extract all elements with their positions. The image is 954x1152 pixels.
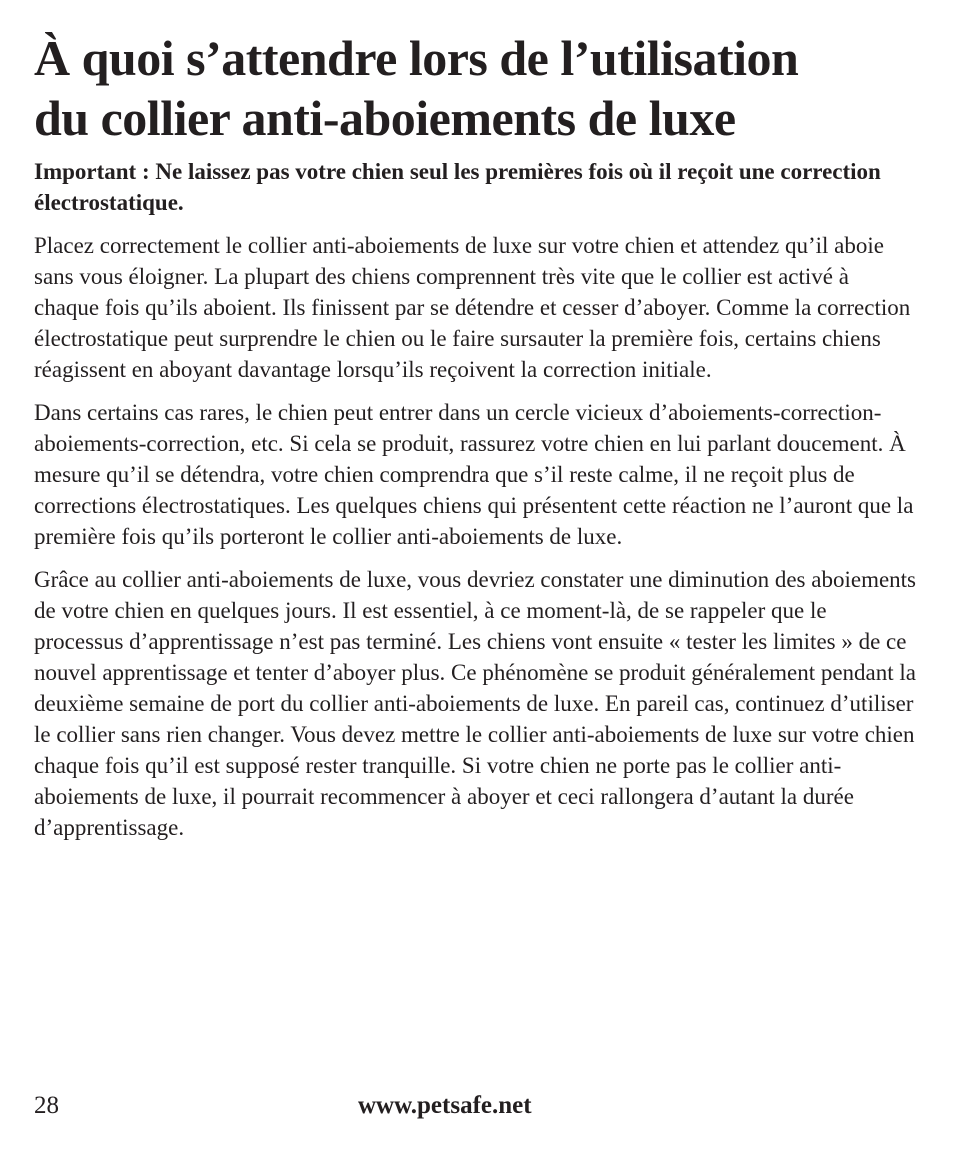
page-number: 28 (34, 1092, 59, 1119)
page-title-line-2: du collier anti-aboiements de luxe (34, 90, 736, 146)
page-content (34, 28, 918, 843)
page-title (34, 28, 918, 148)
paragraph-1: Placez correctement le collier anti-aboiements de luxe sur votre chien et attendez qu’il aboie sans vous éloigner. La plupart des chiens comprennent très vite que le collier est activé à chaque fois qu’ils aboient. Ils finissent par se détendre et cesser d’aboyer. Comme la correction électrostatique peut surprendre le chien ou le faire sursauter la première fois, certains chiens réagissent en aboyant davantage lorsqu’ils reçoivent la correction initiale. (34, 233, 911, 382)
paragraph-3: Grâce au collier anti-aboiements de luxe, vous devriez constater une diminution des aboiements de votre chien en quelques jours. Il est essentiel, à ce moment-là, de se rappeler que le processus d’apprentissage n’est pas terminé. Les chiens vont ensuite « tester les limites » de ce nouvel apprentissage et tenter d’aboyer plus. Ce phénomène se produit généralement pendant la deuxième semaine de port du collier anti-aboiements de luxe. En pareil cas, continuez d’utiliser le collier sans rien changer. Vous devez mettre le collier anti-aboiements de luxe sur votre chien chaque fois qu’il est supposé rester tranquille. Si votre chien ne porte pas le collier anti-aboiements de luxe, il pourrait recommencer à aboyer et ceci rallongera d’autant la durée d’apprentissage. (34, 567, 917, 840)
page-title-line-1: À quoi s’attendre lors de l’utilisation (34, 30, 799, 86)
important-notice: Important : Ne laissez pas votre chien seul les premières fois où il reçoit une correction électrostatique. (34, 159, 881, 215)
footer-url: www.petsafe.net (358, 1092, 532, 1119)
paragraph-2: Dans certains cas rares, le chien peut entrer dans un cercle vicieux d’aboiements-correction-aboiements-correction, etc. Si cela se produit, rassurez votre chien en lui parlant doucement. À mesure qu’il se détendra, votre chien comprendra que s’il reste calme, il ne reçoit plus de corrections électrostatiques. Les quelques chiens qui présentent cette réaction ne l’auront que la première fois qu’ils porteront le collier anti-aboiements de luxe. (34, 400, 914, 549)
